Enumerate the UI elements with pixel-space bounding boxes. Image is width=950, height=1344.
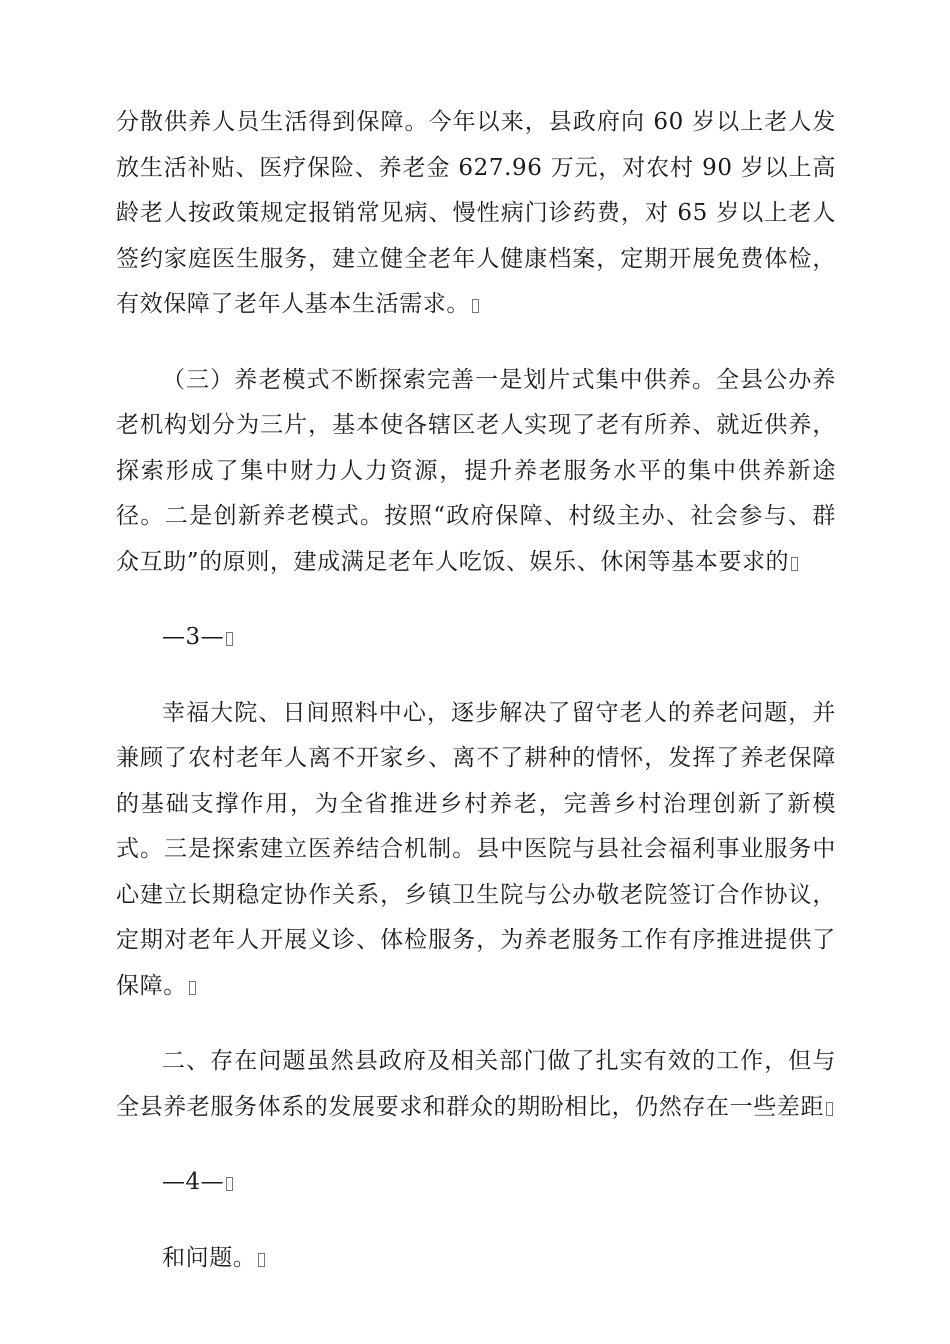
paragraph-text: （三）养老模式不断探索完善一是划片式集中供养。全县公办养老机构划分为三片，基本使各辖区老人实现了老有所养、就近供养，探索形成了集中财力人力资源，提升养老服务水平的集中供养新途径。二是创新养老模式。按照“政府保障、村级主办、社会参与、群众互助”的原则，建成满足老年人吃饭、娱乐、休闲等基本要求的 [116,366,836,575]
paragraph-mark-icon [791,557,798,571]
document-page [116,100,836,1311]
paragraph-and-problems [116,1236,836,1282]
paragraph-mark-icon [472,299,479,313]
page-number-3 [116,615,836,661]
page-number-text: —3— [162,624,225,650]
paragraph-mark-icon [189,981,196,995]
paragraph-mark-icon [226,632,233,646]
paragraph-elderly-support [116,100,836,328]
paragraph-happiness-courtyard [116,691,836,1010]
paragraph-mark-icon [826,1102,833,1116]
paragraph-mark-icon [226,1177,233,1191]
paragraph-care-model [116,358,836,586]
paragraph-text: 分散供养人员生活得到保障。今年以来，县政府向 60 岁以上老人发放生活补贴、医疗保险、养老金 627.96 万元，对农村 90 岁以上高龄老人按政策规定报销常见病、慢性病门诊药费，对 65 岁以上老人签约家庭医生服务，建立健全老年人健康档案，定期开展免费体检，有效保障了老年人基本生活需求。 [116,109,836,317]
page-number-text: —4— [162,1169,225,1195]
page-number-4 [116,1160,836,1206]
paragraph-existing-problems [116,1039,836,1130]
paragraph-text: 和问题。 [162,1244,257,1271]
paragraph-text: 二、存在问题虽然县政府及相关部门做了扎实有效的工作，但与全县养老服务体系的发展要求和群众的期盼相比，仍然存在一些差距 [116,1048,836,1120]
paragraph-mark-icon [258,1253,265,1267]
paragraph-text: 幸福大院、日间照料中心，逐步解决了留守老人的养老问题，并兼顾了农村老年人离不开家乡、离不了耕种的情怀，发挥了养老保障的基础支撑作用，为全省推进乡村养老，完善乡村治理创新了新模式。三是探索建立医养结合机制。县中医院与县社会福利事业服务中心建立长期稳定协作关系，乡镇卫生院与公办敬老院签订合作协议，定期对老年人开展义诊、体检服务，为养老服务工作有序推进提供了保障。 [116,699,836,999]
